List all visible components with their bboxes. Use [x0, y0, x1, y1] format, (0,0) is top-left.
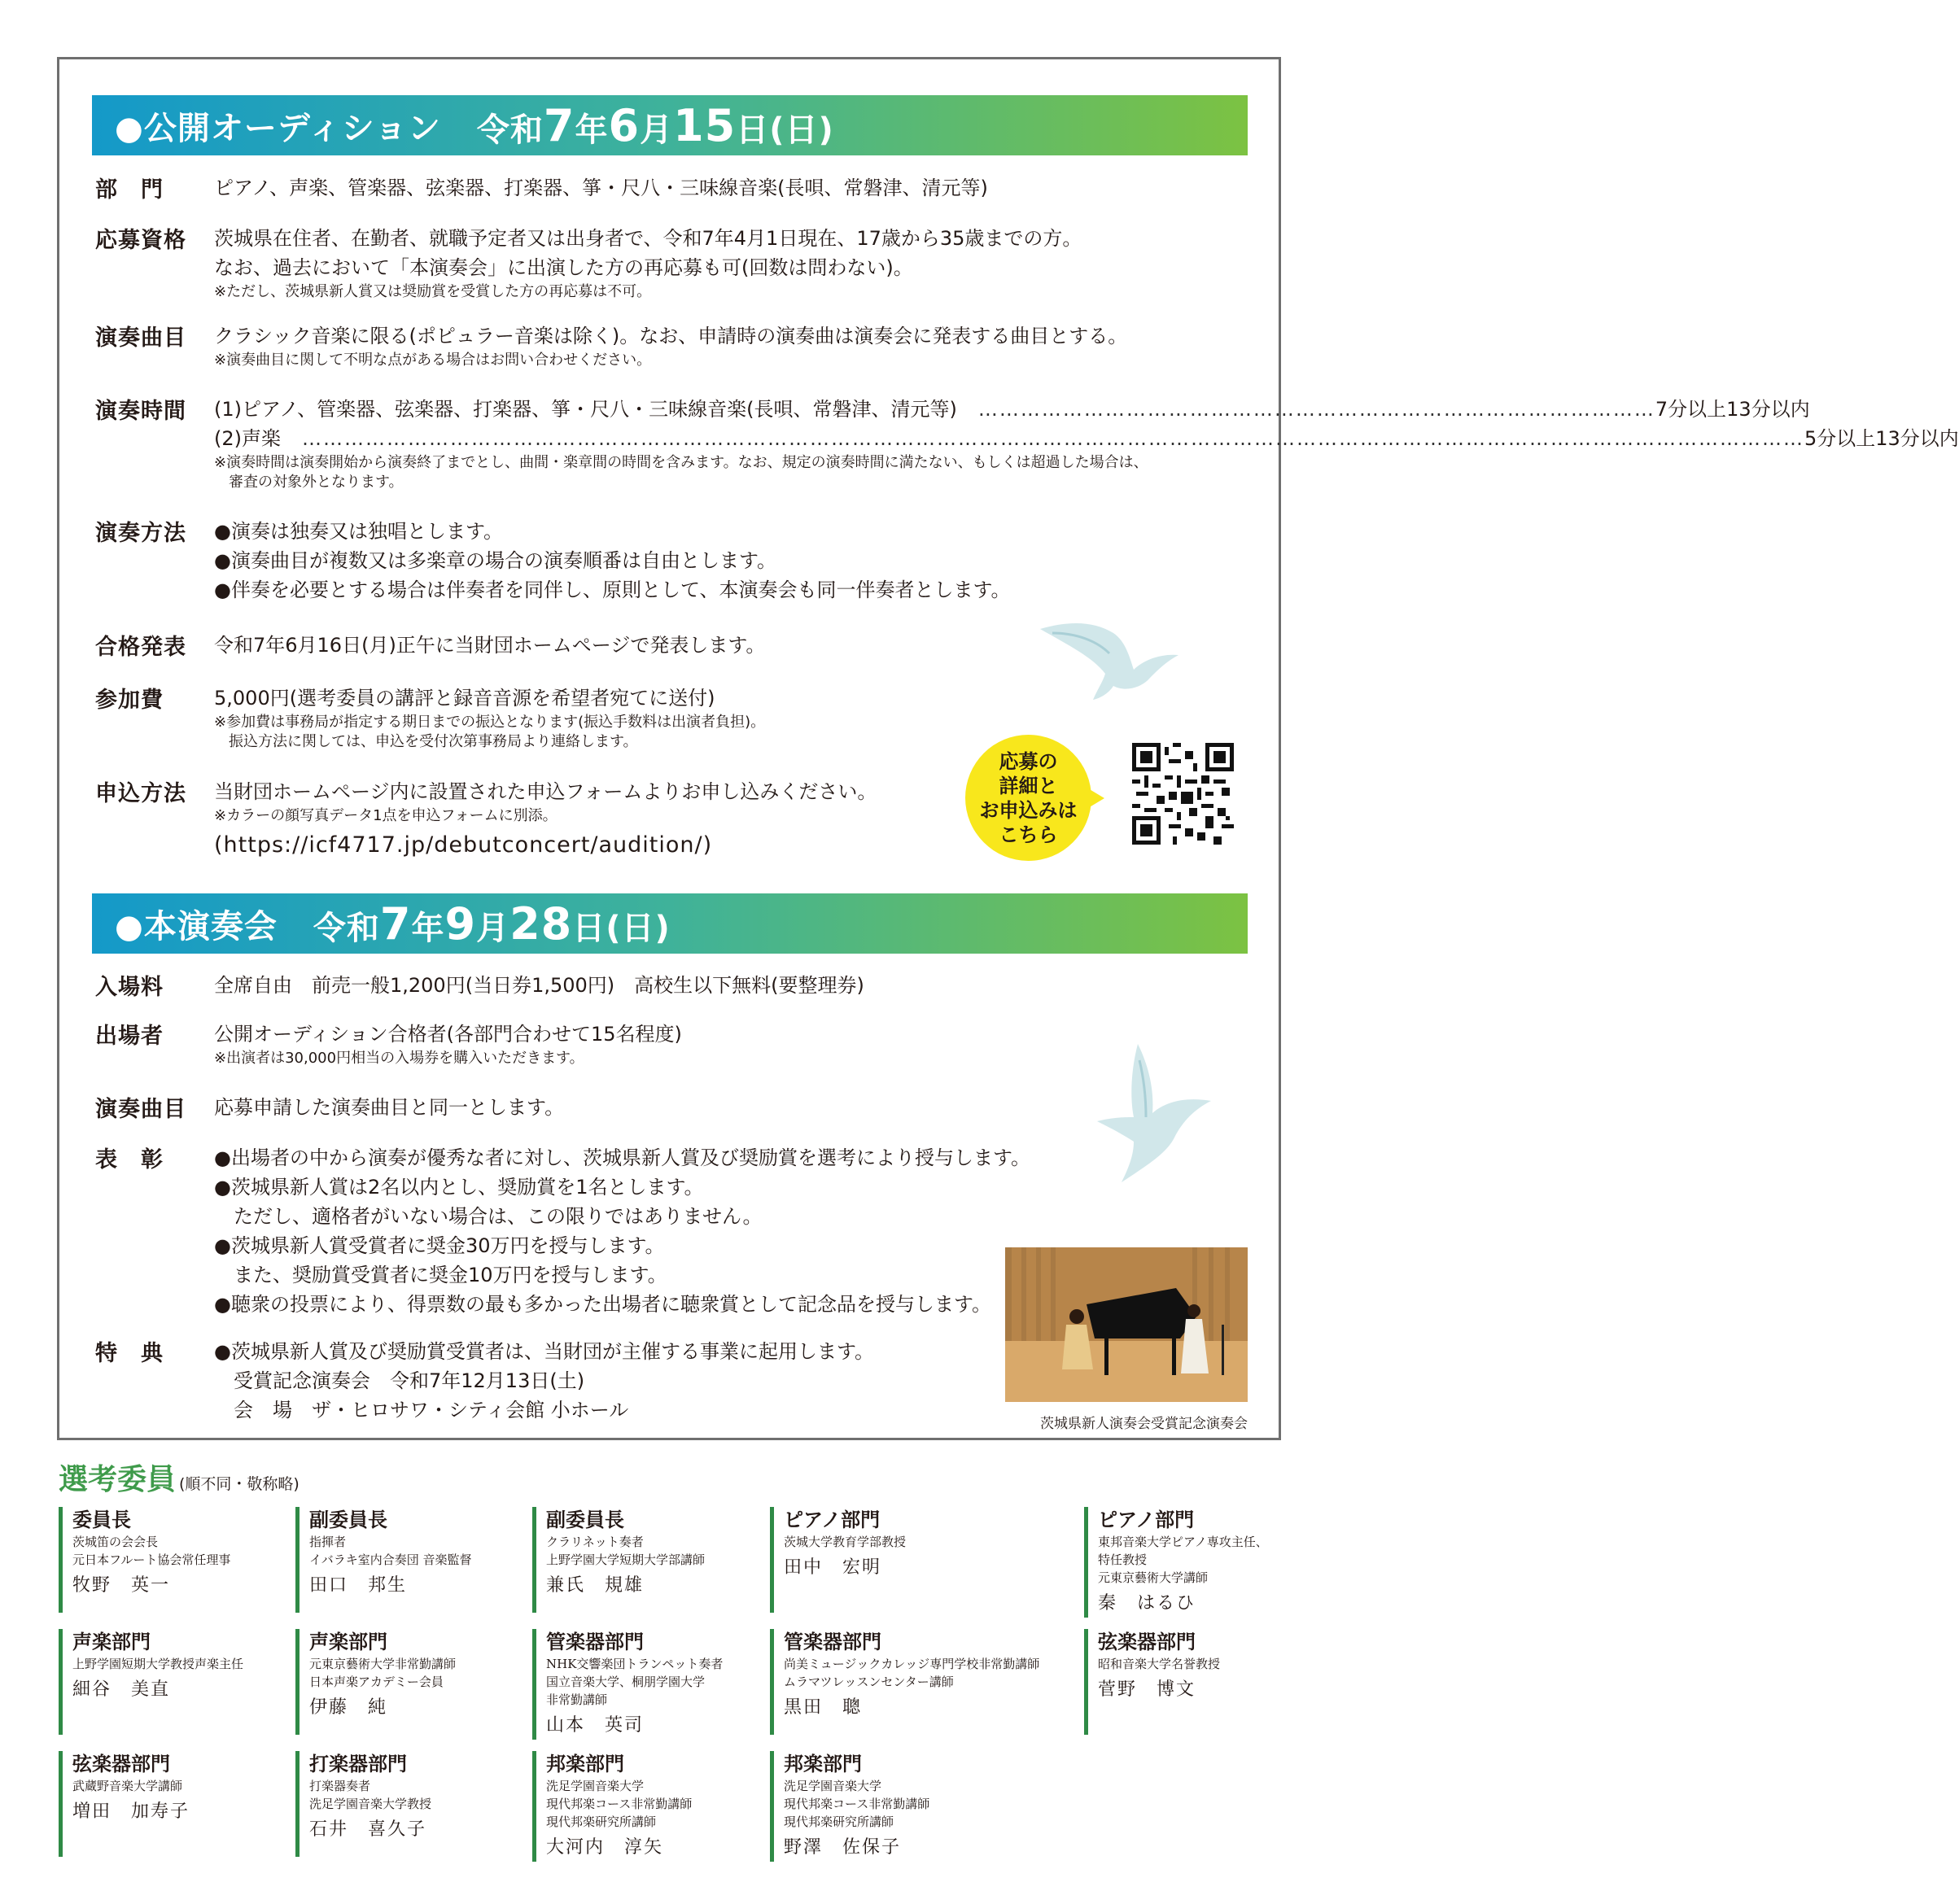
concert-pieces-text: 応募申請した演奏曲目と同一とします。: [214, 1096, 565, 1119]
judge-name: 黒田 聰: [784, 1697, 863, 1718]
judge-title-1: 指揮者: [309, 1535, 347, 1549]
apply-bubble[interactable]: 応募の 詳細と お申込みは こちら: [965, 735, 1091, 861]
judge-dept: 委員長: [72, 1509, 131, 1531]
judge-name: 牧野 英一: [72, 1575, 171, 1596]
judge-dept: 声楽部門: [309, 1631, 387, 1653]
judge-dept: 弦楽器部門: [1098, 1631, 1196, 1653]
info-frame: [57, 57, 1959, 1440]
judge-card: [770, 1751, 929, 1862]
time-note-2: 審査の対象外となります。: [229, 474, 404, 491]
audition-date: 令和7年6月15日(日): [476, 99, 834, 151]
performers-text: 公開オーディション合格者(各部門合わせて15名程度): [214, 1023, 682, 1046]
benefit-item-1: ●茨城県新人賞及び奨励賞受賞者は、当財団が主催する事業に起用します。: [214, 1340, 875, 1363]
fee-label: 参加費: [95, 688, 164, 713]
judge-dept: 管楽器部門: [784, 1631, 881, 1653]
admission-label: 入場料: [95, 975, 164, 1000]
apply-text: 当財団ホームページ内に設置された申込フォームよりお申し込みください。: [214, 780, 877, 803]
judge-name: 兼氏 規雄: [546, 1575, 645, 1596]
judge-dept: 副委員長: [546, 1509, 624, 1531]
judge-title-2: 日本声楽アカデミー会員: [309, 1675, 444, 1689]
judge-name: 田口 邦生: [309, 1575, 408, 1596]
judge-title-1: 打楽器奏者: [309, 1779, 371, 1793]
judge-title-1: 洗足学園音楽大学: [784, 1779, 882, 1793]
time-row: [92, 393, 1959, 499]
time-note-1: ※演奏時間は演奏開始から演奏終了までとし、曲間・楽章間の時間を含みます。なお、規定の演奏時間に満たない、もしくは超過した場合は、: [214, 454, 1148, 471]
judge-name: 石井 喜久子: [309, 1819, 427, 1840]
judge-card: [532, 1751, 692, 1862]
judge-title-1: 尚美ミュージックカレッジ専門学校非常勤講師: [784, 1657, 1040, 1671]
time-item-1: (1)ピアノ、管楽器、弦楽器、打楽器、箏・尺八・三味線音楽(長唄、常磐津、清元等) …………………………………………………………………………………… 7分以上13分以内: [214, 398, 1810, 421]
judge-title-2: 特任教授: [1098, 1552, 1148, 1567]
judge-dept: ピアノ部門: [784, 1509, 881, 1531]
judge-title-1: 洗足学園音楽大学: [546, 1779, 645, 1793]
eligibility-text-1: 茨城県在住者、在勤者、就職予定者又は出身者で、令和7年4月1日現在、17歳から35歳までの方。: [214, 227, 1082, 250]
award-item-3: ただし、適格者がいない場合は、この限りではありません。: [234, 1205, 763, 1228]
dove-illustration: [1036, 596, 1183, 702]
judge-card: [770, 1507, 906, 1613]
apply-label: 申込方法: [95, 781, 186, 806]
method-item-3: ●伴奏を必要とする場合は伴奏者を同伴し、原則として、本演奏会も同一伴奏者とします。: [214, 579, 1011, 601]
concert-photo: [1005, 1247, 1248, 1402]
categories-label: 部 門: [95, 177, 164, 203]
apply-note: ※カラーの顔写真データ1点を申込フォームに別添。: [214, 807, 558, 824]
apply-url-link[interactable]: (https://icf4717.jp/debutconcert/audition/): [214, 832, 713, 858]
benefit-item-2: 受賞記念演奏会 令和7年12月13日(土): [234, 1369, 585, 1392]
judge-title-2: ムラマツレッスンセンター講師: [784, 1675, 954, 1689]
judge-title-1: 昭和音楽大学名誉教授: [1098, 1657, 1221, 1671]
judge-name: 秦 はるひ: [1098, 1593, 1196, 1614]
judge-card: [295, 1629, 456, 1735]
judge-title-2: 現代邦楽コース非常勤講師: [546, 1797, 693, 1811]
concert-pieces-label: 演奏曲目: [95, 1097, 186, 1122]
judge-title-2: 上野学園大学短期大学部講師: [546, 1552, 706, 1567]
judge-card: [532, 1629, 723, 1740]
admission-text: 全席自由 前売一般1,200円(当日券1,500円) 高校生以下無料(要整理券): [214, 974, 864, 997]
judge-title-2: 元日本フルート協会常任理事: [72, 1552, 231, 1567]
judge-title-1: 元東京藝術大学非常勤講師: [309, 1657, 457, 1671]
performers-note: ※出演者は30,000円相当の入場券を購入いただきます。: [214, 1050, 584, 1067]
judge-name: 大河内 淳矢: [546, 1837, 664, 1858]
award-label: 表 彰: [95, 1147, 164, 1173]
judge-card: [295, 1507, 471, 1613]
pieces-text: クラシック音楽に限る(ポピュラー音楽は除く)。なお、申請時の演奏曲は演奏会に発表する曲目とする。: [214, 325, 1128, 347]
judge-name: 山本 英司: [546, 1715, 645, 1736]
judge-title-3: 現代邦楽研究所講師: [546, 1814, 657, 1829]
award-item-2: ●茨城県新人賞は2名以内とし、奨励賞を1名とします。: [214, 1176, 704, 1199]
judge-card: [770, 1629, 1039, 1735]
dove-illustration: [1089, 1036, 1235, 1190]
judge-title-1: 武蔵野音楽大学講師: [72, 1779, 183, 1793]
categories-row: [92, 172, 1248, 204]
judge-title-2: 洗足学園音楽大学教授: [309, 1797, 432, 1811]
judge-title-2: イバラキ室内合奏団 音楽監督: [309, 1552, 472, 1567]
judge-title-1: 東邦音楽大学ピアノ専攻主任、: [1098, 1535, 1268, 1549]
method-item-2: ●演奏曲目が複数又は多楽章の場合の演奏順番は自由とします。: [214, 549, 777, 572]
audition-banner: [92, 95, 1248, 155]
judge-dept: 管楽器部門: [546, 1631, 644, 1653]
concert-title: ●本演奏会: [115, 907, 278, 945]
judge-card: [1084, 1629, 1220, 1735]
award-item-5: また、奨励賞受賞者に奨金10万円を授与します。: [234, 1264, 667, 1286]
judge-name: 細谷 美直: [72, 1679, 171, 1700]
result-label: 合格発表: [95, 635, 186, 660]
judge-dept: ピアノ部門: [1098, 1509, 1195, 1531]
categories-text: ピアノ、声楽、管楽器、弦楽器、打楽器、箏・尺八・三味線音楽(長唄、常磐津、清元等): [214, 177, 988, 199]
eligibility-label: 応募資格: [95, 228, 186, 253]
judges-heading: 選考委員 (順不同・敬称略): [59, 1463, 300, 1496]
judge-title-1: 茨城笛の会会長: [72, 1535, 159, 1549]
judge-title-2: 現代邦楽コース非常勤講師: [784, 1797, 930, 1811]
judge-dept: 邦楽部門: [546, 1753, 624, 1775]
judge-name: 増田 加寿子: [72, 1801, 190, 1822]
judge-title-3: 現代邦楽研究所講師: [784, 1814, 894, 1829]
audition-title: ●公開オーディション: [115, 109, 441, 147]
benefit-label: 特 典: [95, 1341, 164, 1366]
judge-dept: 打楽器部門: [309, 1753, 407, 1775]
judge-name: 伊藤 純: [309, 1697, 388, 1718]
award-item-6: ●聴衆の投票により、得票数の最も多かった出場者に聴衆賞として記念品を授与します。: [214, 1293, 992, 1316]
method-label: 演奏方法: [95, 521, 186, 546]
judge-title-1: NHK交響楽団トランペット奏者: [546, 1657, 724, 1671]
judge-dept: 声楽部門: [72, 1631, 151, 1653]
benefit-item-3: 会 場 ザ・ヒロサワ・シティ会館 小ホール: [234, 1399, 629, 1421]
judge-card: [59, 1507, 230, 1613]
result-text: 令和7年6月16日(月)正午に当財団ホームページで発表します。: [214, 634, 766, 657]
qr-code-icon[interactable]: [1132, 743, 1234, 845]
judge-card: [1084, 1507, 1268, 1618]
pieces-row: [92, 320, 1248, 377]
pieces-note: ※演奏曲目に関して不明な点がある場合はお問い合わせください。: [214, 352, 652, 369]
judge-title-1: 茨城大学教育学部教授: [784, 1535, 907, 1549]
fee-note-2: 振込方法に関しては、申込を受付次第事務局より連絡します。: [229, 733, 638, 750]
performers-row: [92, 1018, 1248, 1075]
eligibility-note: ※ただし、茨城県新人賞又は奨励賞を受賞した方の再応募は不可。: [214, 283, 652, 300]
award-item-1: ●出場者の中から演奏が優秀な者に対し、茨城県新人賞及び奨励賞を選考により授与します。: [214, 1146, 1031, 1169]
photo-caption: 茨城県新人演奏会受賞記念演奏会: [1040, 1416, 1248, 1432]
fee-text: 5,000円(選考委員の講評と録音音源を希望者宛てに送付): [214, 687, 715, 710]
pieces-label: 演奏曲目: [95, 325, 186, 351]
judge-card: [532, 1507, 705, 1613]
judge-dept: 邦楽部門: [784, 1753, 862, 1775]
judge-dept: 副委員長: [309, 1509, 387, 1531]
judge-title-2: 国立音楽大学、桐朋学園大学: [546, 1675, 706, 1689]
award-item-4: ●茨城県新人賞受賞者に奨金30万円を授与します。: [214, 1234, 665, 1257]
judge-card: [59, 1629, 243, 1735]
concert-banner: [92, 893, 1248, 954]
judge-title-3: 元東京藝術大学講師: [1098, 1570, 1209, 1585]
admission-row: [92, 969, 1248, 1002]
judge-card: [59, 1751, 190, 1857]
concert-pieces-row: [92, 1091, 1248, 1124]
judge-dept: 弦楽器部門: [72, 1753, 170, 1775]
judge-name: 菅野 博文: [1098, 1679, 1196, 1700]
judges-subtitle: (順不同・敬称略): [179, 1475, 300, 1493]
judge-title-1: 上野学園短期大学教授声楽主任: [72, 1657, 244, 1671]
performers-label: 出場者: [95, 1024, 164, 1049]
time-label: 演奏時間: [95, 399, 186, 424]
eligibility-text-2: なお、過去において「本演奏会」に出演した方の再応募も可(回数は問わない)。: [214, 256, 913, 279]
concert-date: 令和7年9月28日(日): [313, 897, 671, 950]
judge-title-1: クラリネット奏者: [546, 1535, 644, 1549]
judge-name: 野澤 佐保子: [784, 1837, 902, 1858]
fee-note-1: ※参加費は事務局が指定する期日までの振込となります(振込手数料は出演者負担)。: [214, 714, 766, 731]
judge-name: 田中 宏明: [784, 1557, 882, 1578]
eligibility-row: [92, 222, 1248, 312]
judge-title-3: 非常勤講師: [546, 1692, 608, 1707]
method-item-1: ●演奏は独奏又は独唱とします。: [214, 520, 504, 543]
time-item-2: (2)声楽 …………………………………………………………………………………………………………………………………………………………………………………………… 5分以上13分以内: [214, 427, 1959, 450]
judge-card: [295, 1751, 431, 1857]
